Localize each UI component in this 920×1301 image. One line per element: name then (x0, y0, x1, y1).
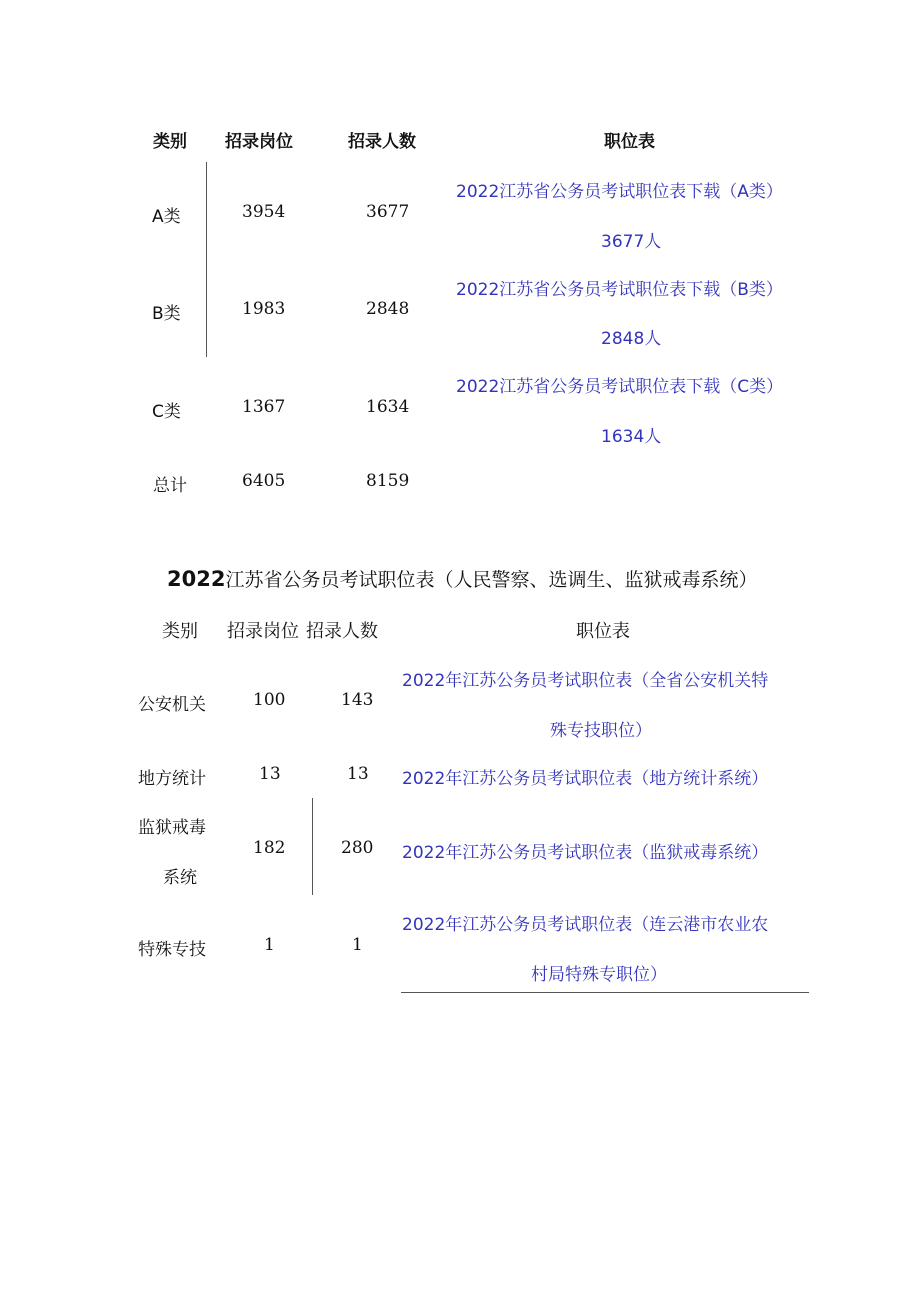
t1-row-c-link-count[interactable]: 1634人 (601, 427, 662, 447)
t2-row3-category-line2: 系统 (163, 868, 197, 888)
t1-row-b-category: B类 (152, 304, 181, 324)
t1-row-a-link[interactable]: 2022江苏省公务员考试职位表下载（A类） (456, 182, 783, 202)
t1-row-c-people: 1634 (366, 397, 410, 417)
t1-total-category: 总计 (153, 476, 187, 496)
t1-row-a-link-count[interactable]: 3677人 (601, 232, 662, 252)
t2-title-year: 2022 (167, 567, 226, 591)
t2-row3-link[interactable]: 2022年江苏公务员考试职位表（监狱戒毒系统） (402, 843, 769, 863)
t2-title (167, 565, 757, 592)
t2-row2-link[interactable]: 2022年江苏公务员考试职位表（地方统计系统） (402, 769, 769, 789)
t1-row-a-posts: 3954 (242, 202, 286, 222)
t2-row4-people: 1 (352, 935, 363, 955)
t1-row-a-people: 3677 (366, 202, 410, 222)
t2-header-posts: 招录岗位 (227, 621, 299, 642)
t1-header-category: 类别 (153, 132, 187, 152)
t1-row-c-link[interactable]: 2022江苏省公务员考试职位表下载（C类） (456, 377, 784, 397)
t2-header-people: 招录人数 (306, 621, 378, 642)
t2-row1-link-line1[interactable]: 2022年江苏公务员考试职位表（全省公安机关特 (402, 671, 769, 691)
t1-divider (206, 162, 207, 357)
t1-header-posts: 招录岗位 (225, 132, 293, 152)
t1-header-jobs: 职位表 (604, 132, 655, 152)
t2-header-jobs: 职位表 (576, 621, 630, 642)
t2-row1-link-line2[interactable]: 殊专技职位） (550, 721, 652, 741)
t2-row2-people: 13 (347, 764, 369, 784)
t2-row4-link-line2[interactable]: 村局特殊专职位） (531, 965, 667, 985)
t2-row2-category: 地方统计 (138, 769, 206, 789)
t2-row3-category-line1: 监狱戒毒 (138, 818, 206, 838)
t1-total-posts: 6405 (242, 471, 286, 491)
t1-row-a-category: A类 (152, 207, 181, 227)
t1-header-people: 招录人数 (348, 132, 416, 152)
t1-row-c-category: C类 (152, 402, 181, 422)
t2-row4-posts: 1 (264, 935, 275, 955)
t2-divider (312, 798, 313, 895)
t1-total-people: 8159 (366, 471, 410, 491)
t2-row1-category: 公安机关 (138, 695, 206, 715)
t1-row-b-posts: 1983 (242, 299, 286, 319)
t2-row1-posts: 100 (253, 690, 286, 710)
t2-title-rest: 江苏省公务员考试职位表（人民警察、选调生、监狱戒毒系统） (225, 569, 758, 591)
t2-row3-posts: 182 (253, 838, 286, 858)
t1-row-b-people: 2848 (366, 299, 410, 319)
t2-row2-posts: 13 (259, 764, 281, 784)
t2-bottom-rule (401, 992, 809, 993)
t1-row-b-link[interactable]: 2022江苏省公务员考试职位表下载（B类） (456, 280, 783, 300)
t2-row3-people: 280 (341, 838, 374, 858)
t2-row1-people: 143 (341, 690, 374, 710)
t1-row-c-posts: 1367 (242, 397, 286, 417)
t2-row4-link-line1[interactable]: 2022年江苏公务员考试职位表（连云港市农业农 (402, 915, 769, 935)
t2-row4-category: 特殊专技 (138, 940, 206, 960)
t1-row-b-link-count[interactable]: 2848人 (601, 329, 662, 349)
t2-header-category: 类别 (162, 621, 198, 642)
